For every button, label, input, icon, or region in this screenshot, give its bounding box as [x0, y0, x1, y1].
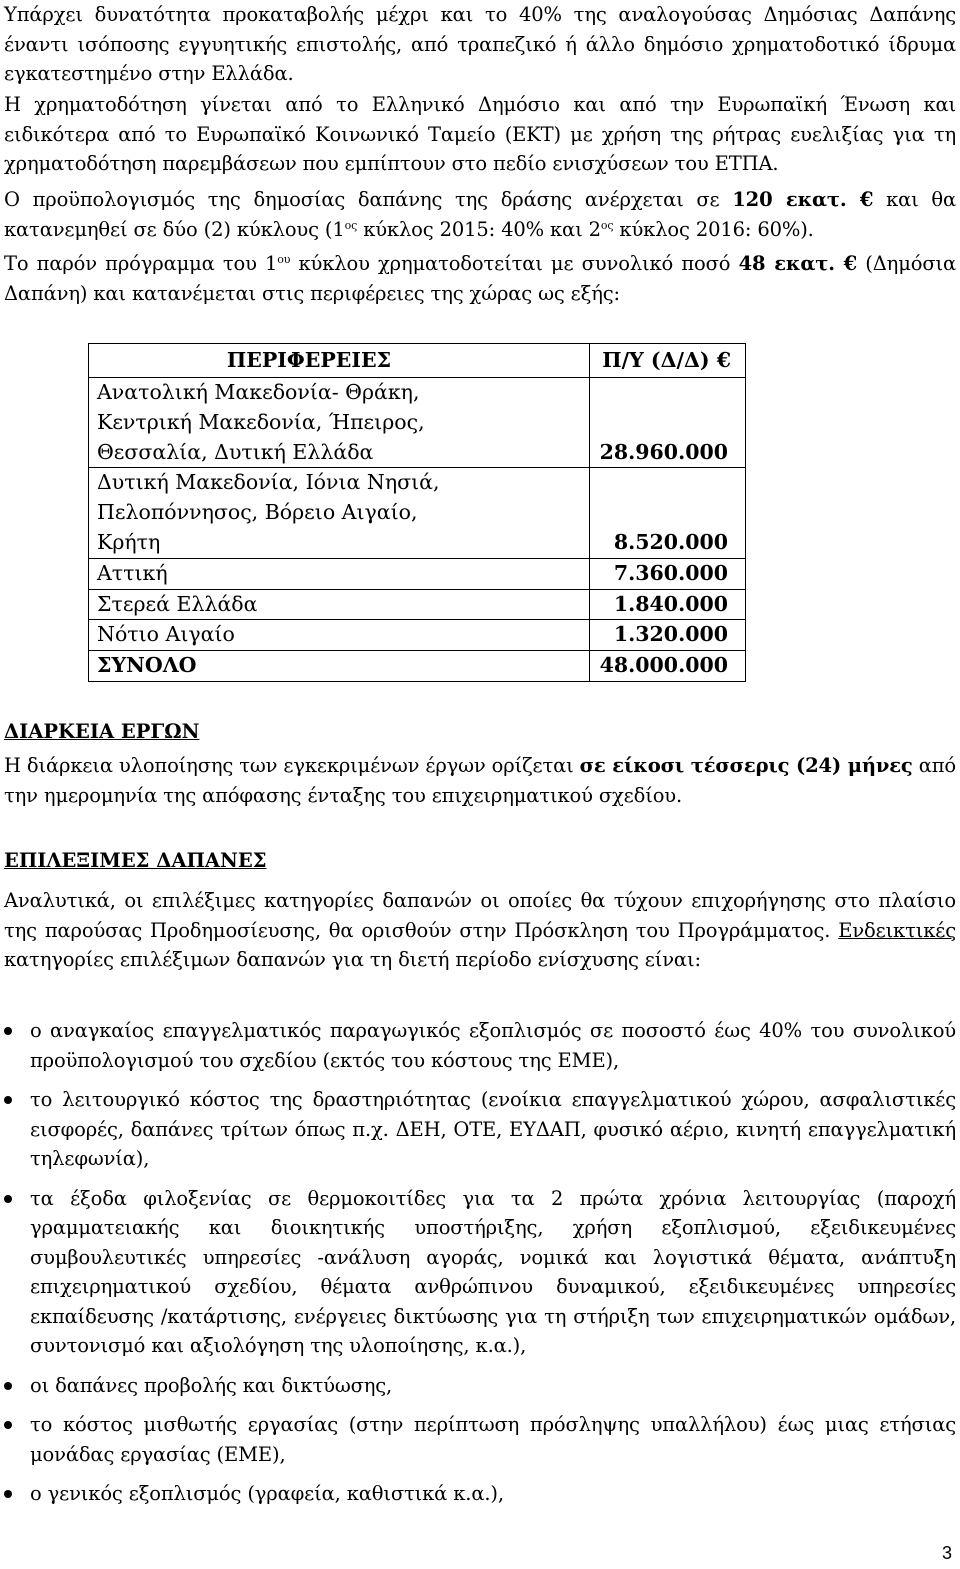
bullet-icon	[4, 1096, 12, 1104]
amount-cell: 1.840.000	[590, 589, 746, 620]
region-cell: Αττική	[89, 558, 590, 589]
cycle-paragraph	[4, 249, 956, 308]
cycle-amount: 48 εκατ. €	[738, 252, 858, 275]
expenses-paragraph	[4, 886, 956, 975]
page-number: 3	[941, 1543, 952, 1563]
region-cell: Δυτική Μακεδονία, Ιόνια Νησιά, Πελοπόννησος, Βόρειο Αιγαίο, Κρήτη	[89, 468, 590, 558]
region-cell: Νότιο Αιγαίο	[89, 620, 590, 651]
bullet-icon	[4, 1382, 12, 1390]
budget-paragraph	[4, 185, 956, 244]
list-item: ο αναγκαίος επαγγελματικός παραγωγικός εξοπλισμός σε ποσοστό έως 40% του συνολικού προϋπολογισμού του σχεδίου (εκτός του κόστους της ΕΜΕ),	[4, 1016, 956, 1075]
budget-text-4: κύκλος 2016: 60%).	[613, 217, 814, 241]
cycle-text-3: (Δημόσια Δαπάνη) και κατανέμεται στις περιφέρειες της χώρας ως εξής:	[4, 252, 957, 305]
table-header-row	[89, 344, 746, 378]
header-regions: ΠΕΡΙΦΕΡΕΙΕΣ	[89, 344, 590, 378]
budget-amount: 120 εκατ. €	[732, 188, 874, 211]
cycle-text-2: κύκλου χρηματοδοτείται με συνολικό ποσό	[290, 252, 739, 275]
table-total-row	[89, 651, 746, 682]
ordinal-suffix: ος	[344, 218, 358, 232]
header-amount: Π/Υ (Δ/Δ) €	[590, 344, 746, 378]
amount-cell: 8.520.000	[590, 468, 746, 558]
table-row	[89, 589, 746, 620]
list-item: το κόστος μισθωτής εργασίας (στην περίπτωση πρόσληψης υπαλλήλου) έως μιας ετήσιας μονάδας εργασίας (ΕΜΕ),	[4, 1410, 956, 1469]
expenses-text: Αναλυτικά, οι επιλέξιμες κατηγορίες δαπανών οι οποίες θα τύχουν επιχορήγησης στο πλαίσιο της παρούσας Προδημοσίευσης, θα ορισθούν στην Πρόσκληση του Προγράμματος.	[4, 889, 956, 942]
list-item: οι δαπάνες προβολής και δικτύωσης,	[4, 1371, 956, 1401]
list-item: τα έξοδα φιλοξενίας σε θερμοκοιτίδες για τα 2 πρώτα χρόνια λειτουργίας (παροχή γραμματειακής και διοικητικής υποστήριξης, χρήση εξοπλισμού, εξειδικευμένες συμβουλευτικές υπηρεσίες -ανάλυση αγοράς, νομικά και λογιστικά θέματα, ανάπτυξη επιχειρηματικού σχεδίου, θέματα ανθρώπινου δυναμικού, εξειδικευμένες υπηρεσίες εκπαίδευσης /κατάρτισης, ενέργειες δικτύωσης για τη στήριξη των επιχειρηματικών ομάδων, συντονισμό και αξιολόγηση της υλοποίησης, κ.α.),	[4, 1184, 956, 1361]
funding-paragraph: Η χρηματοδότηση γίνεται από το Ελληνικό Δημόσιο και από την Ευρωπαϊκή Ένωση και ειδικότερα από το Ευρωπαϊκό Κοινωνικό Ταμείο (ΕΚΤ) με χρήση της ρήτρας ευελιξίας για τη χρηματοδότηση παρεμβάσεων που εμπίπτουν στο πεδίο ενισχύσεων του ΕΤΠΑ.	[4, 93, 956, 175]
regions-budget-table	[88, 343, 746, 682]
table-row	[89, 558, 746, 589]
duration-text-2: από την ημερομηνία της απόφασης ένταξης του επιχειρηματικού σχεδίου.	[4, 754, 957, 807]
bullet-icon	[4, 1490, 12, 1498]
budget-text: Ο προϋπολογισμός της δημοσίας δαπάνης της δράσης ανέρχεται σε	[4, 188, 733, 211]
duration-heading: ΔΙΑΡΚΕΙΑ ΕΡΓΩΝ	[4, 720, 200, 743]
bullet-icon	[4, 1027, 12, 1035]
region-cell: Στερεά Ελλάδα	[89, 589, 590, 620]
budget-text-2: και θα κατανεμηθεί σε δύο (2) κύκλους (1	[4, 188, 956, 241]
total-amount: 48.000.000	[590, 651, 746, 682]
bullet-icon	[4, 1195, 12, 1203]
table-row	[89, 378, 746, 468]
ordinal-suffix: ος	[600, 218, 614, 232]
duration-text: Η διάρκεια υλοποίησης των εγκεκριμένων έργων ορίζεται	[4, 754, 580, 777]
duration-months: σε είκοσι τέσσερις (24) μήνες	[579, 754, 913, 777]
table-row	[89, 620, 746, 651]
region-cell: Ανατολική Μακεδονία- Θράκη, Κεντρική Μακεδονία, Ήπειρος, Θεσσαλία, Δυτική Ελλάδα	[89, 378, 590, 468]
expenses-list	[4, 1016, 956, 1519]
amount-cell: 1.320.000	[590, 620, 746, 651]
list-item: ο γενικός εξοπλισμός (γραφεία, καθιστικά κ.α.),	[4, 1479, 956, 1509]
ordinal-suffix: ου	[277, 253, 291, 266]
amount-cell: 7.360.000	[590, 558, 746, 589]
cycle-text: Το παρόν πρόγραμμα του 1	[4, 252, 278, 275]
bullet-icon	[4, 1421, 12, 1429]
list-item: το λειτουργικό κόστος της δραστηριότητας (ενοίκια επαγγελματικού χώρου, ασφαλιστικές εισφορές, δαπάνες τρίτων όπως π.χ. ΔΕΗ, ΟΤΕ, ΕΥΔΑΠ, φυσικό αέριο, κινητή επαγγελματική τηλεφωνία),	[4, 1085, 956, 1174]
expenses-heading: ΕΠΙΛΕΞΙΜΕΣ ΔΑΠΑΝΕΣ	[4, 849, 267, 872]
amount-cell: 28.960.000	[590, 378, 746, 468]
total-label: ΣΥΝΟΛΟ	[89, 651, 590, 682]
advance-payment-paragraph: Υπάρχει δυνατότητα προκαταβολής μέχρι και το 40% της αναλογούσας Δημόσιας Δαπάνης έναντι ισόποσης εγγυητικής επιστολής, από τραπεζικό ή άλλο δημόσιο χρηματοδοτικό ίδρυμα εγκατεστημένο στην Ελλάδα.	[4, 3, 956, 85]
budget-text-3: κύκλος 2015: 40% και 2	[357, 217, 601, 241]
indicative-underlined: Ενδεικτικές	[838, 918, 956, 942]
expenses-text-2: κατηγορίες επιλέξιμων δαπανών για τη διετή περίοδο ενίσχυσης είναι:	[4, 948, 701, 971]
duration-paragraph	[4, 751, 956, 810]
table-row	[89, 468, 746, 558]
